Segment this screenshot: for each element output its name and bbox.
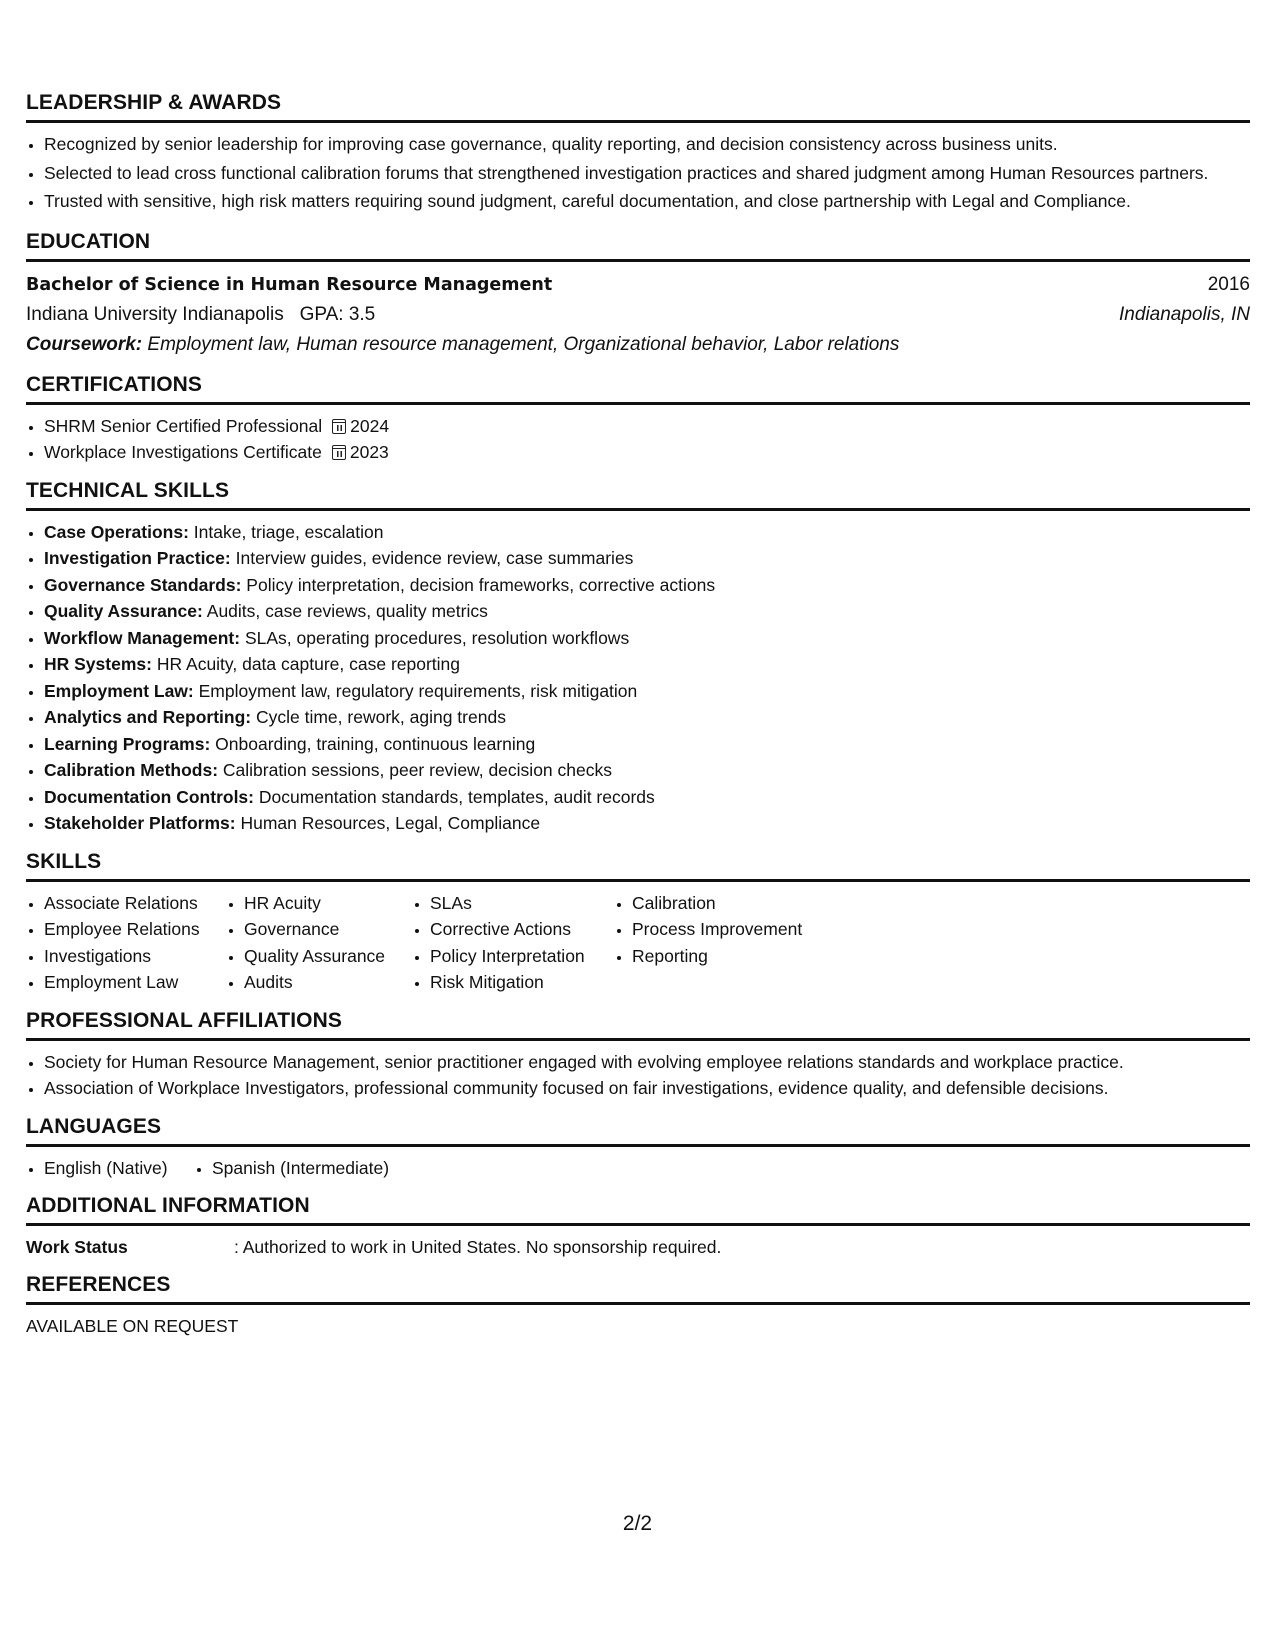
page-number: 2/2 (622, 1512, 653, 1535)
list-item: • Society for Human Resource Management, senior practitioner engaged with evolving employee relations standards and workplace practice. (44, 1049, 1250, 1076)
affiliations-list (26, 1049, 1250, 1102)
section-title-languages: LANGUAGES (26, 1114, 162, 1138)
skill-value: Intake, triage, escalation (193, 521, 384, 542)
calendar-icon (332, 419, 346, 434)
education-section (26, 227, 1250, 360)
list-item (44, 784, 1250, 811)
skill-value: Policy interpretation, decision frameworks, corrective actions (246, 574, 716, 595)
section-title-certifications: CERTIFICATIONS (26, 372, 203, 396)
section-divider (26, 879, 1250, 882)
skill-value: Cycle time, rework, aging trends (255, 707, 506, 727)
skill-value: Calibration sessions, peer review, decision checks (222, 760, 612, 780)
list-item: • Investigations (44, 943, 226, 970)
skills-column (226, 890, 412, 996)
skills-column (614, 890, 852, 996)
coursework-list: Employment law, Human resource management, Organizational behavior, Labor relations (147, 333, 900, 355)
list-item (44, 810, 1250, 837)
section-title-technical-skills: TECHNICAL SKILLS (26, 478, 230, 502)
section-divider (26, 1302, 1250, 1305)
list-item: • Selected to lead cross functional calibration forums that strengthened investigation practices and shared judgment among Human Resources partners. (44, 160, 1250, 187)
section-divider (26, 402, 1250, 405)
skill-category: HR Systems: (44, 654, 152, 674)
list-item (44, 545, 1250, 572)
list-item (44, 572, 1250, 599)
section-divider (26, 508, 1250, 511)
section-divider (26, 1038, 1250, 1041)
certification-year: 2023 (349, 442, 389, 462)
section-divider (26, 1223, 1250, 1226)
skills-column (412, 890, 614, 996)
certifications-section (26, 370, 1250, 466)
list-item: • Trusted with sensitive, high risk matters requiring sound judgment, careful documentation, and close partnership with Legal and Compliance. (44, 188, 1250, 215)
list-item (44, 651, 1250, 678)
section-title-additional-info: ADDITIONAL INFORMATION (26, 1194, 310, 1217)
section-title-leadership: LEADERSHIP & AWARDS (26, 91, 282, 114)
school-name: Indiana University Indianapolis (26, 303, 284, 325)
skill-value: SLAs, operating procedures, resolution workflows (244, 627, 630, 648)
list-item: • Corrective Actions (430, 916, 614, 943)
list-item (44, 704, 1250, 731)
certification-name: SHRM Senior Certified Professional (44, 415, 323, 436)
section-title-affiliations: PROFESSIONAL AFFILIATIONS (26, 1008, 342, 1032)
skill-value: HR Acuity, data capture, case reporting (156, 654, 461, 674)
skill-category: Documentation Controls: (44, 786, 254, 807)
affiliations-section (26, 1006, 1250, 1102)
skills-grid (26, 890, 1250, 996)
certification-name: Workplace Investigations Certificate (44, 442, 322, 462)
certifications-list (26, 413, 1250, 466)
leadership-section (26, 88, 1250, 215)
skill-category: Workflow Management: (44, 627, 241, 648)
list-item: • Calibration (632, 890, 852, 917)
skill-value: Audits, case reviews, quality metrics (206, 601, 488, 621)
additional-info-section (26, 1191, 1250, 1260)
coursework-label: Coursework: (26, 333, 143, 355)
skills-column (26, 890, 226, 996)
languages-row (26, 1155, 1250, 1182)
section-divider (26, 259, 1250, 262)
list-item (44, 598, 1250, 625)
skill-category: Stakeholder Platforms: (44, 813, 236, 833)
work-status-row (26, 1234, 1250, 1260)
degree-name: Bachelor of Science in Human Resource Management (26, 274, 553, 295)
language-item: • English (Native) (44, 1155, 194, 1182)
skill-category: Calibration Methods: (44, 760, 219, 780)
skill-category: Case Operations: (44, 521, 189, 542)
calendar-icon (332, 445, 346, 460)
references-section (26, 1270, 1250, 1339)
skill-category: Governance Standards: (44, 574, 242, 595)
education-degree-row (26, 270, 1250, 300)
skill-category: Employment Law: (44, 680, 194, 701)
languages-section (26, 1112, 1250, 1182)
list-item (44, 439, 1250, 466)
list-item: • Audits (244, 969, 412, 996)
list-item: • Employee Relations (44, 916, 226, 943)
skill-category: Learning Programs: (44, 733, 211, 754)
technical-skills-list (26, 519, 1250, 837)
skill-category: Investigation Practice: (44, 548, 231, 568)
skill-value: Documentation standards, templates, audit records (258, 786, 655, 807)
leadership-list (26, 131, 1250, 215)
section-divider (26, 120, 1250, 123)
references-text: AVAILABLE ON REQUEST (26, 1316, 239, 1336)
work-status-value: : Authorized to work in United States. No sponsorship required. (234, 1237, 722, 1257)
list-item (44, 731, 1250, 758)
school-location: Indianapolis, IN (1119, 303, 1250, 325)
skill-category: Quality Assurance: (44, 601, 203, 621)
coursework (26, 330, 1250, 360)
certification-year: 2024 (350, 415, 390, 436)
education-school-row (26, 300, 1250, 330)
list-item: • Process Improvement (632, 916, 852, 943)
resume-page (26, 88, 1250, 1339)
gpa: GPA: 3.5 (299, 303, 376, 325)
skill-value: Interview guides, evidence review, case summaries (235, 548, 634, 568)
graduation-year: 2016 (1207, 273, 1250, 295)
list-item: • Risk Mitigation (430, 969, 614, 996)
list-item: • SLAs (430, 890, 614, 917)
section-title-education: EDUCATION (26, 229, 151, 253)
skill-category: Analytics and Reporting: (44, 707, 252, 727)
list-item: • Policy Interpretation (430, 943, 614, 970)
list-item: • Employment Law (44, 969, 226, 996)
list-item: • Associate Relations (44, 890, 226, 917)
list-item: • HR Acuity (244, 890, 412, 917)
list-item (44, 413, 1250, 440)
section-divider (26, 1144, 1250, 1147)
section-title-skills: SKILLS (26, 849, 102, 873)
list-item: • Governance (244, 916, 412, 943)
list-item (44, 519, 1250, 546)
section-title-references: REFERENCES (26, 1273, 171, 1296)
skill-value: Human Resources, Legal, Compliance (240, 813, 541, 833)
list-item (44, 757, 1250, 784)
skills-section (26, 847, 1250, 996)
list-item (44, 625, 1250, 652)
list-item: • Association of Workplace Investigators, professional community focused on fair investigations, evidence quality, and defensible decisions. (44, 1075, 1250, 1102)
list-item: • Quality Assurance (244, 943, 412, 970)
work-status-label: Work Status (26, 1237, 128, 1257)
list-item: • Reporting (632, 943, 852, 970)
language-item: • Spanish (Intermediate) (212, 1155, 389, 1182)
skill-value: Employment law, regulatory requirements, risk mitigation (198, 680, 638, 701)
skill-value: Onboarding, training, continuous learning (215, 733, 536, 754)
list-item (44, 678, 1250, 705)
list-item: • Recognized by senior leadership for improving case governance, quality reporting, and decision consistency across business units. (44, 131, 1250, 158)
technical-skills-section (26, 476, 1250, 837)
